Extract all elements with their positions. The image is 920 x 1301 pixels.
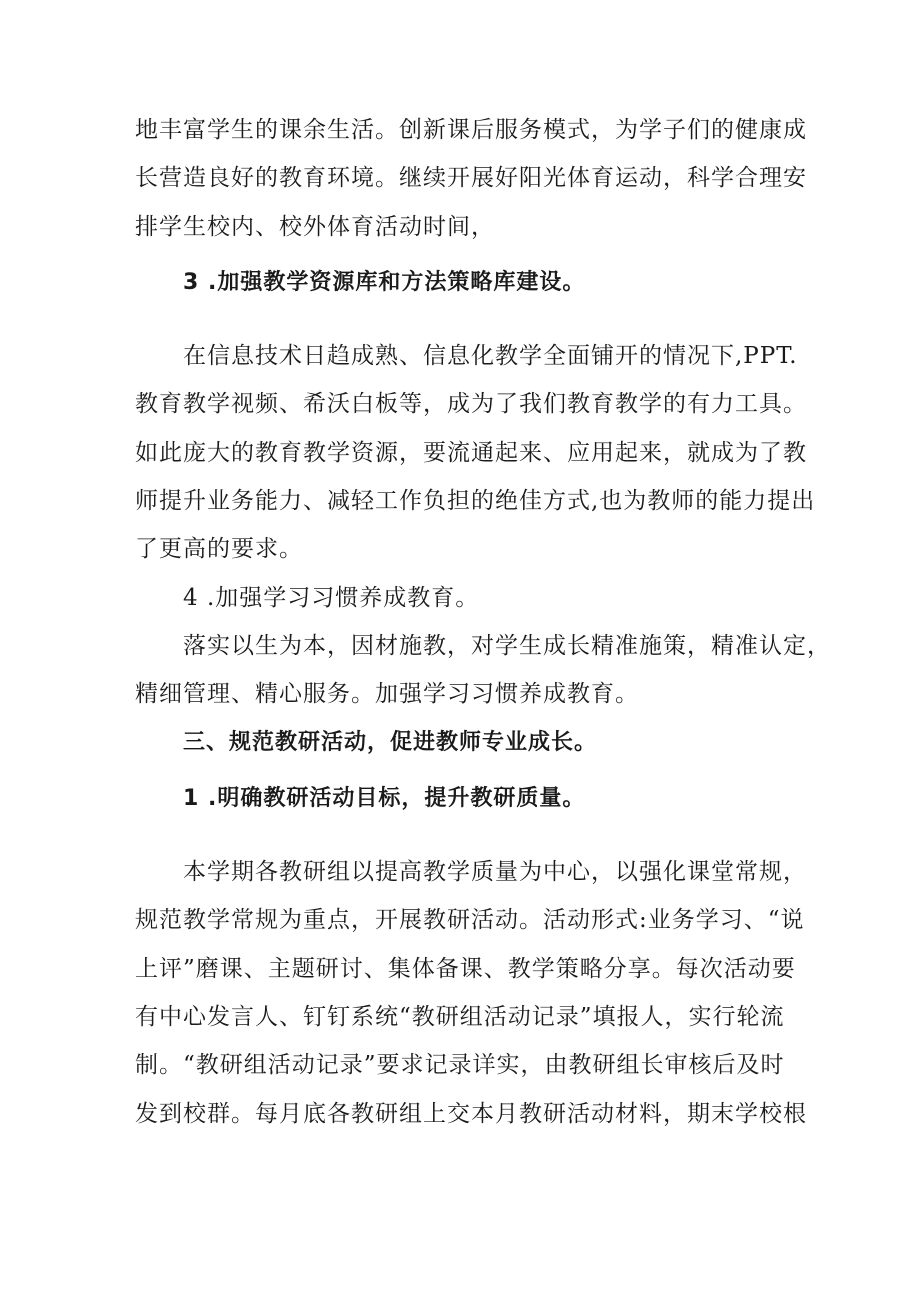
paragraph-line: 长营造良好的教育环境。继续开展好阳光体育运动，科学合理安	[135, 165, 807, 191]
paragraph-line: 发到校群。每月底各教研组上交本月教研活动材料，期末学校根	[135, 1101, 807, 1127]
paragraph-line: 排学生校内、校外体育活动时间，	[135, 214, 495, 240]
paragraph-line: 师提升业务能力、减轻工作负担的绝佳方式,也为教师的能力提出	[135, 488, 816, 514]
paragraph-line: 上评”磨课、主题研讨、集体备课、教学策略分享。每次活动要	[135, 956, 796, 982]
section-heading-1: 1 .明确教研活动目标，提升教研质量。	[183, 786, 586, 811]
paragraph-line: 教育教学视频、希沃白板等，成为了我们教育教学的有力工具。	[135, 391, 807, 417]
section-heading-3: 3 .加强教学资源库和方法策略库建设。	[183, 270, 586, 295]
section-heading-4: 4 .加强学习习惯养成教育。	[183, 585, 480, 611]
paragraph-line: 在信息技术日趋成熟、信息化教学全面铺开的情况下,PPT.	[183, 343, 798, 369]
paragraph-line: 本学期各教研组以提高教学质量为中心，以强化课堂常规，	[183, 859, 807, 885]
paragraph-line: 地丰富学生的课余生活。创新课后服务模式，为学子们的健康成	[135, 117, 807, 143]
chapter-heading: 三、规范教研活动，促进教师专业成长。	[183, 730, 598, 755]
paragraph-line: 如此庞大的教育教学资源，要流通起来、应用起来，就成为了教	[135, 440, 807, 466]
paragraph-line: 规范教学常规为重点，开展教研活动。活动形式:业务学习、“说	[135, 907, 805, 933]
paragraph-line: 精细管理、精心服务。加强学习习惯养成教育。	[135, 681, 639, 707]
paragraph-line: 有中心发言人、钉钉系统“教研组活动记录”填报人，实行轮流	[135, 1004, 785, 1030]
paragraph-line: 落实以生为本，因材施教，对学生成长精准施策，精准认定，	[183, 633, 831, 659]
paragraph-line: 制。“教研组活动记录”要求记录详实，由教研组长审核后及时	[135, 1052, 785, 1078]
paragraph-line: 了更高的要求。	[135, 536, 303, 562]
